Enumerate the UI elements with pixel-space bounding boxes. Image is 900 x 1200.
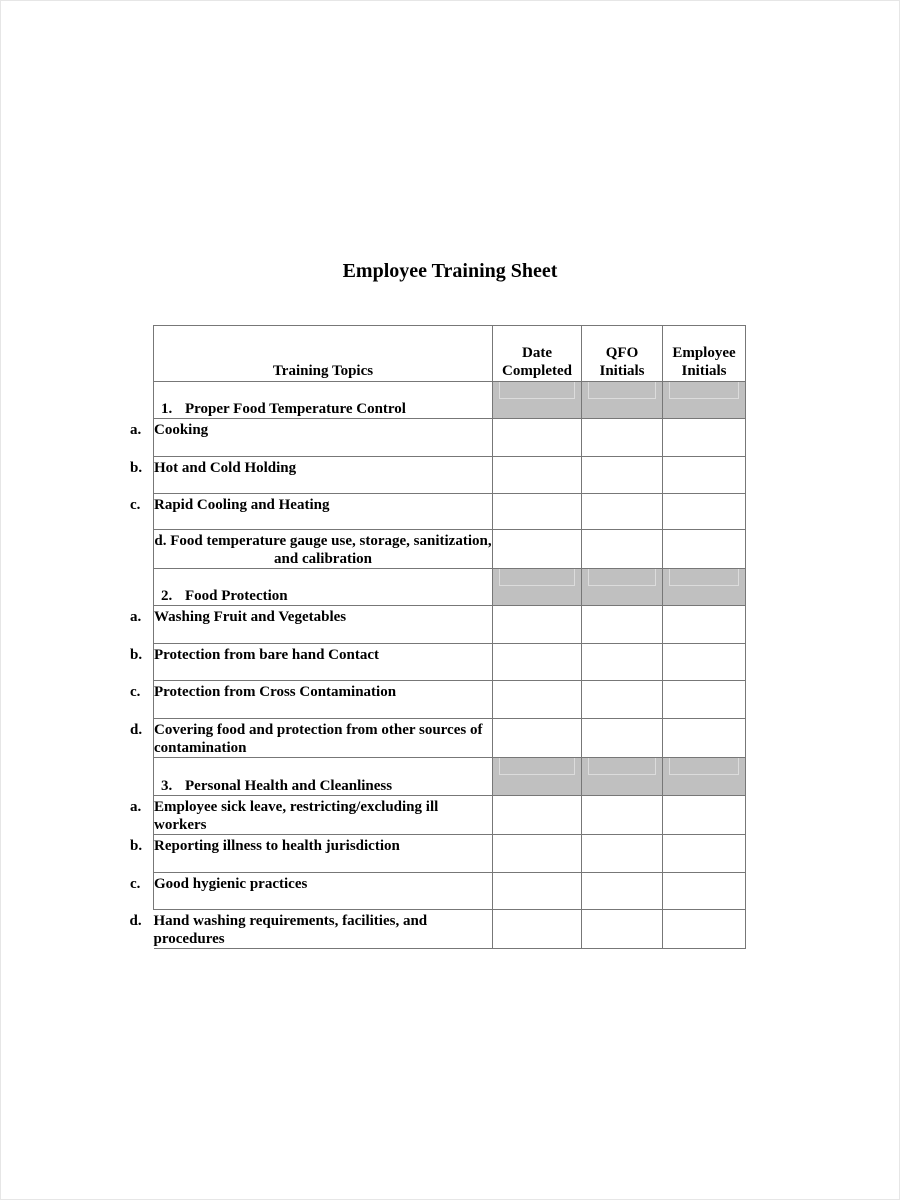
- table-row: [154, 644, 746, 681]
- employee-initials-cell[interactable]: [663, 910, 746, 949]
- employee-initials-cell[interactable]: [663, 530, 746, 569]
- table-row: [154, 530, 746, 569]
- column-header-training-topics: Training Topics: [154, 326, 493, 382]
- date-completed-cell[interactable]: [493, 457, 582, 494]
- column-header-employee-initials: Employee Initials: [663, 326, 746, 382]
- document-title: Employee Training Sheet: [342, 260, 558, 282]
- qfo-initials-cell[interactable]: [582, 419, 663, 457]
- date-completed-cell[interactable]: [493, 494, 582, 530]
- table-row: [154, 419, 746, 457]
- date-completed-cell: [493, 382, 582, 419]
- date-completed-cell[interactable]: [493, 644, 582, 681]
- employee-initials-cell: [663, 569, 746, 606]
- topic-item: c. Protection from Cross Contamination: [154, 681, 493, 719]
- employee-initials-cell[interactable]: [663, 606, 746, 644]
- qfo-initials-cell[interactable]: [582, 606, 663, 644]
- qfo-initials-cell: [582, 569, 663, 606]
- employee-initials-cell[interactable]: [663, 873, 746, 910]
- table-row: [154, 873, 746, 910]
- topic-item: a. Washing Fruit and Vegetables: [154, 606, 493, 644]
- table-row: [154, 681, 746, 719]
- table-row: [154, 910, 746, 949]
- qfo-initials-cell[interactable]: [582, 457, 663, 494]
- topic-item: a. Cooking: [154, 419, 493, 457]
- section-row: [154, 758, 746, 796]
- section-title: 1. Proper Food Temperature Control: [154, 382, 493, 419]
- section-title: 2. Food Protection: [154, 569, 493, 606]
- date-completed-cell[interactable]: [493, 873, 582, 910]
- date-completed-cell[interactable]: [493, 606, 582, 644]
- qfo-initials-cell[interactable]: [582, 494, 663, 530]
- column-header-date-completed: Date Completed: [493, 326, 582, 382]
- topic-item: c. Good hygienic practices: [154, 873, 493, 910]
- table-row: [154, 719, 746, 758]
- date-completed-cell[interactable]: [493, 530, 582, 569]
- employee-initials-cell[interactable]: [663, 796, 746, 835]
- topic-item: d. Food temperature gauge use, storage, sanitization, and calibration: [154, 530, 493, 569]
- section-row: [154, 569, 746, 606]
- qfo-initials-cell[interactable]: [582, 644, 663, 681]
- qfo-initials-cell[interactable]: [582, 530, 663, 569]
- topic-item: d. Hand washing requirements, facilities, and procedures: [154, 910, 493, 949]
- table-row: [154, 606, 746, 644]
- date-completed-cell[interactable]: [493, 835, 582, 873]
- qfo-initials-cell: [582, 382, 663, 419]
- table-row: [154, 835, 746, 873]
- date-completed-cell: [493, 758, 582, 796]
- date-completed-cell[interactable]: [493, 681, 582, 719]
- date-completed-cell: [493, 569, 582, 606]
- table-row: [154, 796, 746, 835]
- date-completed-cell[interactable]: [493, 796, 582, 835]
- employee-initials-cell: [663, 382, 746, 419]
- employee-initials-cell[interactable]: [663, 457, 746, 494]
- topic-item: d. Covering food and protection from other sources of contamination: [154, 719, 493, 758]
- table-header-row: [154, 326, 746, 382]
- employee-initials-cell[interactable]: [663, 719, 746, 758]
- section-row: [154, 382, 746, 419]
- topic-item: b. Protection from bare hand Contact: [154, 644, 493, 681]
- table-row: [154, 494, 746, 530]
- qfo-initials-cell[interactable]: [582, 719, 663, 758]
- qfo-initials-cell[interactable]: [582, 835, 663, 873]
- topic-item: c. Rapid Cooling and Heating: [154, 494, 493, 530]
- qfo-initials-cell[interactable]: [582, 796, 663, 835]
- employee-initials-cell[interactable]: [663, 835, 746, 873]
- qfo-initials-cell[interactable]: [582, 681, 663, 719]
- section-title: 3. Personal Health and Cleanliness: [154, 758, 493, 796]
- employee-initials-cell: [663, 758, 746, 796]
- date-completed-cell[interactable]: [493, 419, 582, 457]
- topic-item: b. Reporting illness to health jurisdiction: [154, 835, 493, 873]
- employee-initials-cell[interactable]: [663, 644, 746, 681]
- date-completed-cell[interactable]: [493, 719, 582, 758]
- column-header-qfo-initials: QFO Initials: [582, 326, 663, 382]
- table-row: [154, 457, 746, 494]
- topic-item: b. Hot and Cold Holding: [154, 457, 493, 494]
- employee-initials-cell[interactable]: [663, 419, 746, 457]
- qfo-initials-cell[interactable]: [582, 873, 663, 910]
- employee-initials-cell[interactable]: [663, 494, 746, 530]
- training-table: [129, 325, 746, 949]
- topic-item: a. Employee sick leave, restricting/excluding ill workers: [154, 796, 493, 835]
- date-completed-cell[interactable]: [493, 910, 582, 949]
- employee-initials-cell[interactable]: [663, 681, 746, 719]
- qfo-initials-cell: [582, 758, 663, 796]
- qfo-initials-cell[interactable]: [582, 910, 663, 949]
